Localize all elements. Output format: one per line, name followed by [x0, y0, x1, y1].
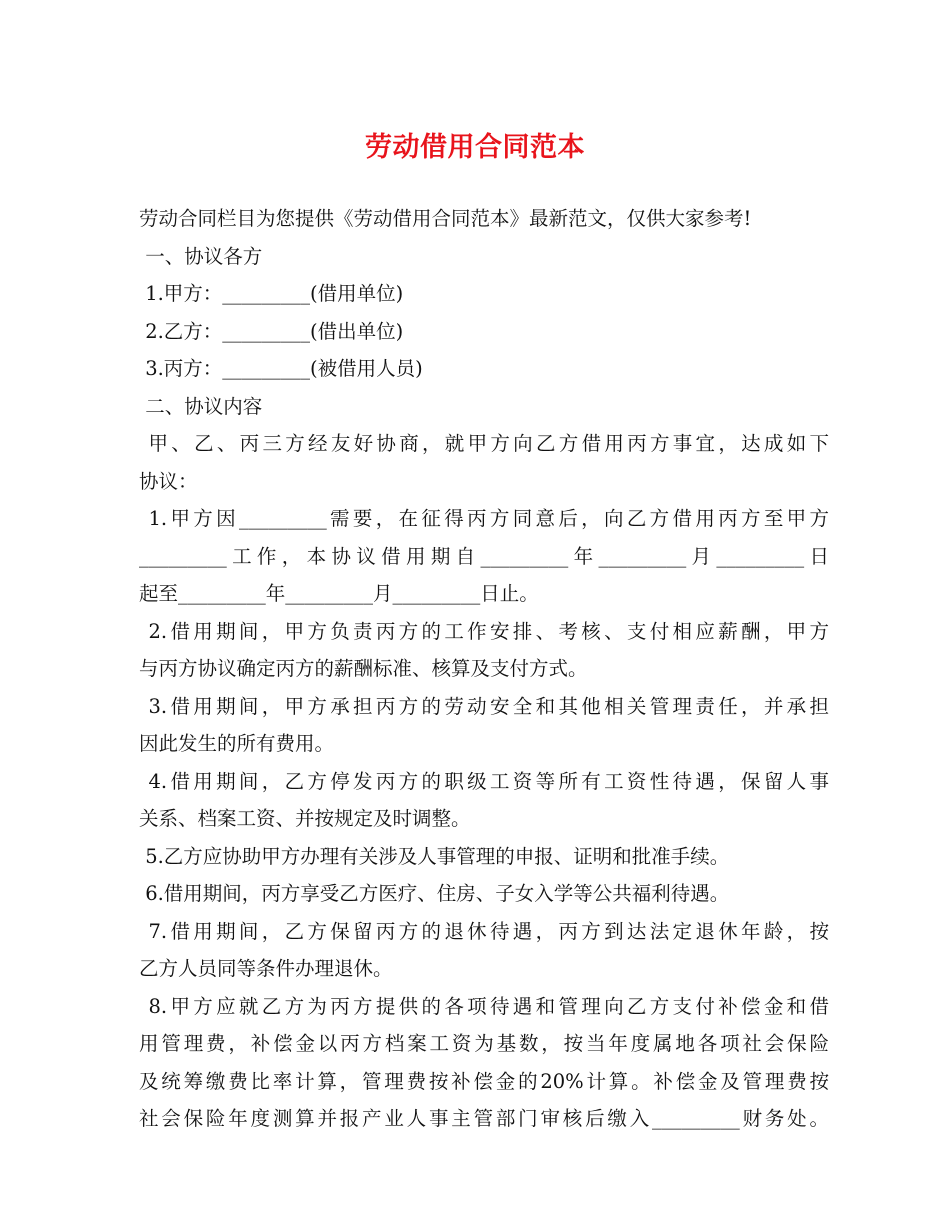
document-body	[139, 200, 829, 1138]
paragraph-line: 7.借用期间，乙方保留丙方的退休待遇，丙方到达法定退休年龄，按	[139, 919, 829, 943]
paragraph-line: 3.借用期间，甲方承担丙方的劳动安全和其他相关管理责任，并承担	[139, 694, 829, 718]
paragraph-line: 5.乙方应协助甲方办理有关涉及人事管理的申报、证明和批准手续。	[139, 844, 730, 868]
paragraph-line: 社会保险年度测算并报产业人事主管部门审核后缴入_________财务处。	[139, 1107, 829, 1130]
paragraph-line: 协议：	[139, 469, 198, 493]
paragraph-line: 劳动合同栏目为您提供《劳动借用合同范本》最新范文，仅供大家参考!	[139, 207, 752, 230]
paragraph-line: 2.借用期间，甲方负责丙方的工作安排、考核、支付相应薪酬，甲方	[139, 619, 829, 643]
section-heading: 一、协议各方	[139, 244, 263, 268]
paragraph-line: _________工作，本协议借用期自_________年_________月_________日	[139, 544, 829, 568]
paragraph-line: 4.借用期间，乙方停发丙方的职级工资等所有工资性待遇，保留人事	[139, 769, 829, 793]
paragraph-line: 及统筹缴费比率计算，管理费按补偿金的20%计算。补偿金及管理费按	[139, 1069, 829, 1093]
paragraph-line: 6.借用期间，丙方享受乙方医疗、住房、子女入学等公共福利待遇。	[139, 882, 730, 905]
paragraph-line: 甲、乙、丙三方经友好协商，就甲方向乙方借用丙方事宜，达成如下	[139, 432, 829, 455]
paragraph-line: 因此发生的所有费用。	[139, 732, 335, 755]
paragraph-line: 用管理费，补偿金以丙方档案工资为基数，按当年度属地各项社会保险	[139, 1032, 829, 1055]
paragraph-line: 关系、档案工资、并按规定及时调整。	[139, 807, 471, 830]
paragraph-line: 2.乙方：_________(借出单位)	[139, 319, 404, 343]
paragraph-line: 起至_________年_________月_________日止。	[139, 582, 539, 605]
paragraph-line: 1.甲方：_________(借用单位)	[139, 282, 404, 305]
paragraph-line: 1.甲方因_________需要，在征得丙方同意后，向乙方借用丙方至甲方	[139, 507, 829, 530]
section-heading: 二、协议内容	[139, 394, 263, 418]
paragraph-line: 乙方人员同等条件办理退休。	[139, 957, 393, 980]
paragraph-line: 与丙方协议确定丙方的薪酬标准、核算及支付方式。	[139, 657, 588, 680]
paragraph-line: 3.丙方：_________(被借用人员)	[139, 357, 423, 380]
document-title: 劳动借用合同范本	[365, 132, 585, 163]
paragraph-line: 8.甲方应就乙方为丙方提供的各项待遇和管理向乙方支付补偿金和借	[139, 994, 829, 1018]
